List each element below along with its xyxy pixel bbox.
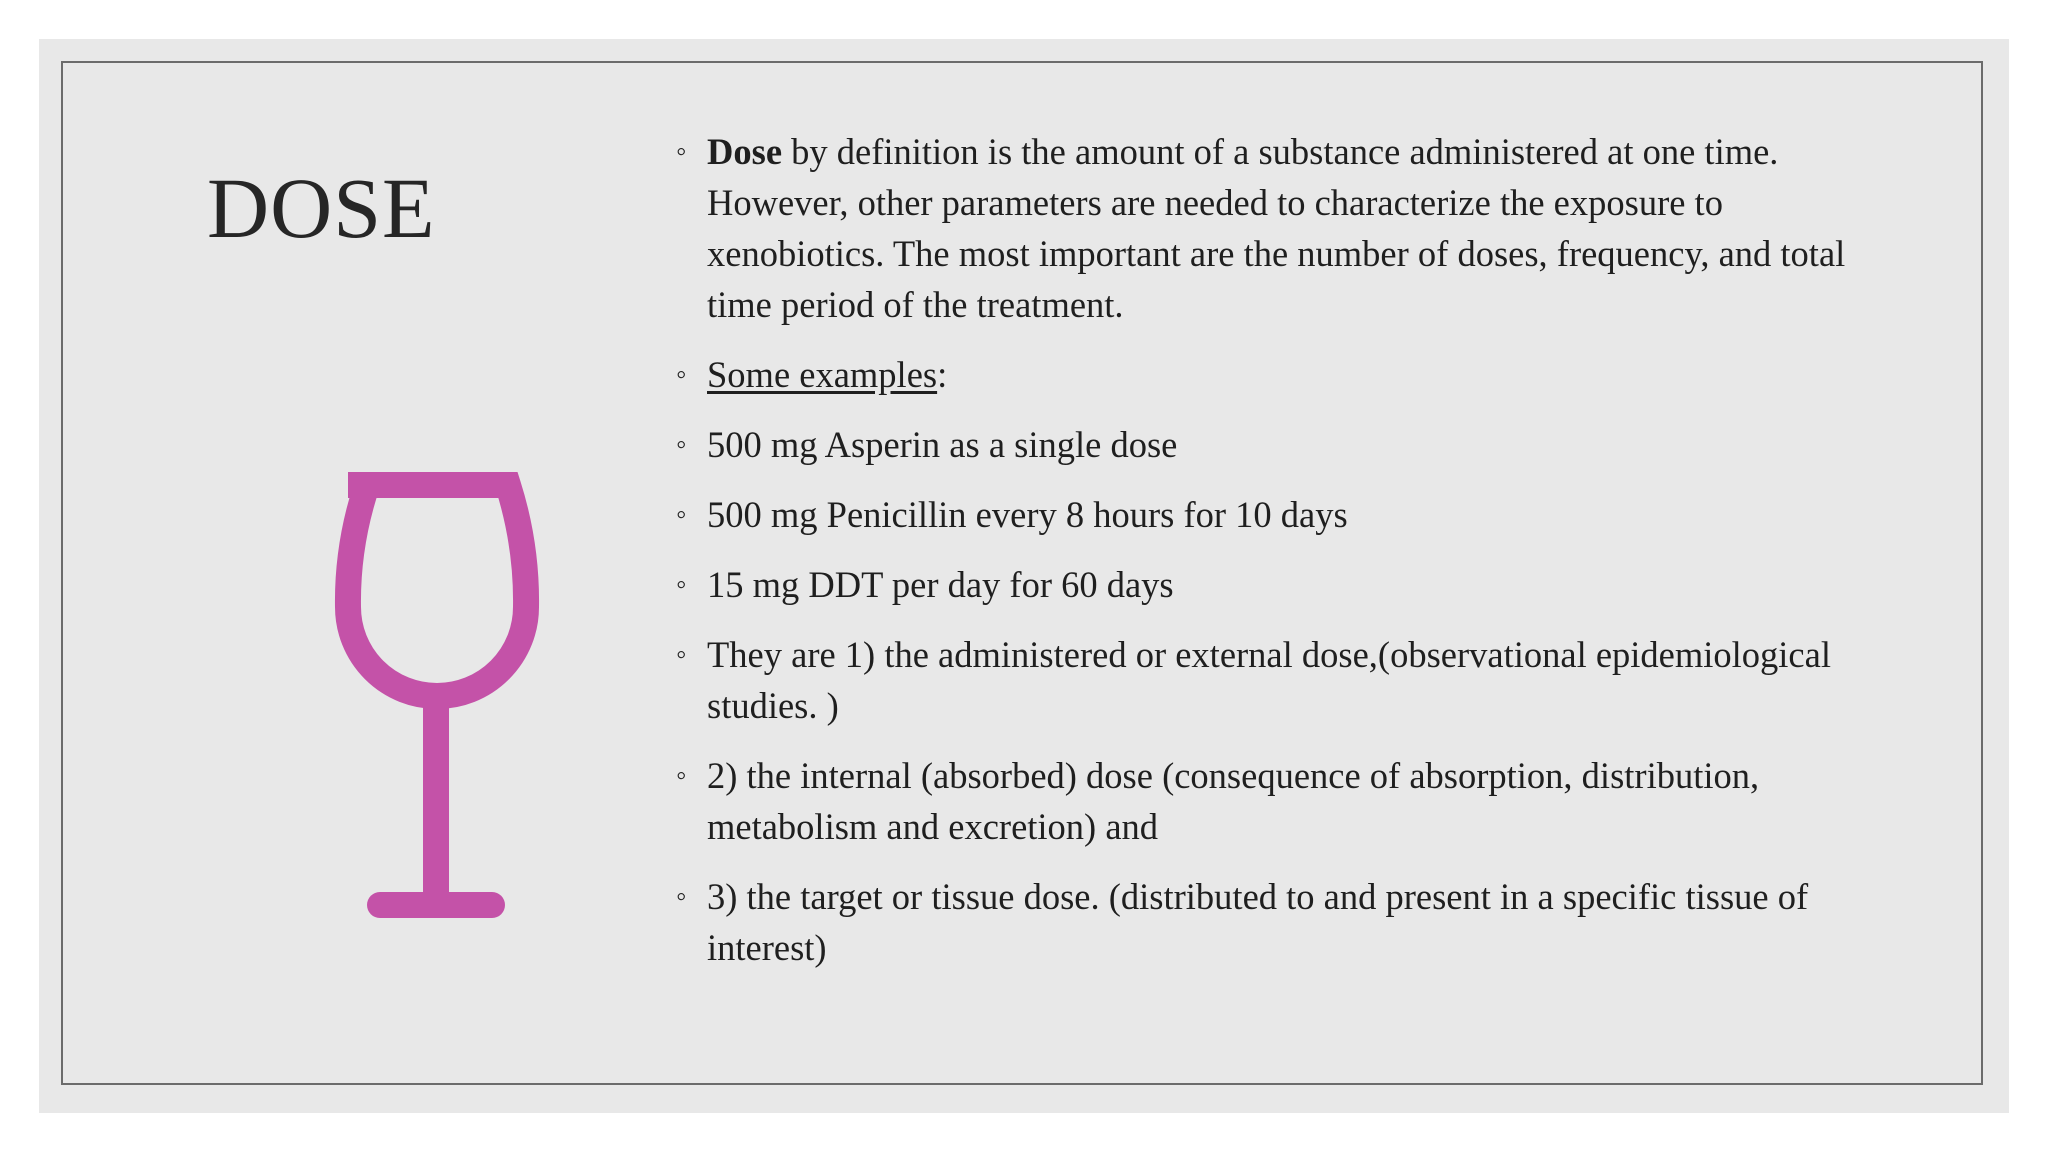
bullet-marker: ◦: [676, 358, 687, 391]
bullet-marker: ◦: [676, 135, 687, 168]
bullet-external-dose: [676, 629, 1906, 731]
bullet-text: 500 mg Asperin as a single dose: [707, 424, 1178, 465]
bullet-list: [676, 126, 1906, 992]
bullet-marker: ◦: [676, 498, 687, 531]
bullet-internal-dose: [676, 750, 1906, 852]
bullet-some-examples: [676, 349, 1906, 400]
bullet-marker: ◦: [676, 880, 687, 913]
bullet-dose-definition: [676, 126, 1906, 330]
dose-term: Dose: [707, 131, 783, 172]
bullet-marker: ◦: [676, 568, 687, 601]
bullet-example-penicillin: [676, 489, 1906, 540]
bullet-text: 15 mg DDT per day for 60 days: [707, 564, 1174, 605]
bullet-target-dose: [676, 871, 1906, 973]
some-examples-colon: :: [937, 354, 948, 395]
bullet-text: They are 1) the administered or external dose,(observational epidemiological studies. ): [707, 634, 1831, 726]
bullet-marker: ◦: [676, 759, 687, 792]
bullet-example-ddt: [676, 559, 1906, 610]
slide-title: DOSE: [207, 160, 436, 256]
wine-glass-icon: [309, 457, 569, 927]
bullet-example-asperin: [676, 419, 1906, 470]
bullet-text: 500 mg Penicillin every 8 hours for 10 days: [707, 494, 1348, 535]
bullet-text: 3) the target or tissue dose. (distributed to and present in a specific tissue of interest): [707, 876, 1809, 968]
slide: [39, 39, 2009, 1113]
some-examples-label: Some examples: [707, 354, 938, 395]
bullet-text: 2) the internal (absorbed) dose (consequence of absorption, distribution, metabolism and excretion) and: [707, 755, 1760, 847]
bullet-marker: ◦: [676, 638, 687, 671]
bullet-marker: ◦: [676, 428, 687, 461]
dose-definition-text: by definition is the amount of a substance administered at one time. However, other parameters are needed to characterize the exposure to xenobiotics. The most important are the number of doses, frequency, and total time period of the treatment.: [707, 131, 1846, 325]
